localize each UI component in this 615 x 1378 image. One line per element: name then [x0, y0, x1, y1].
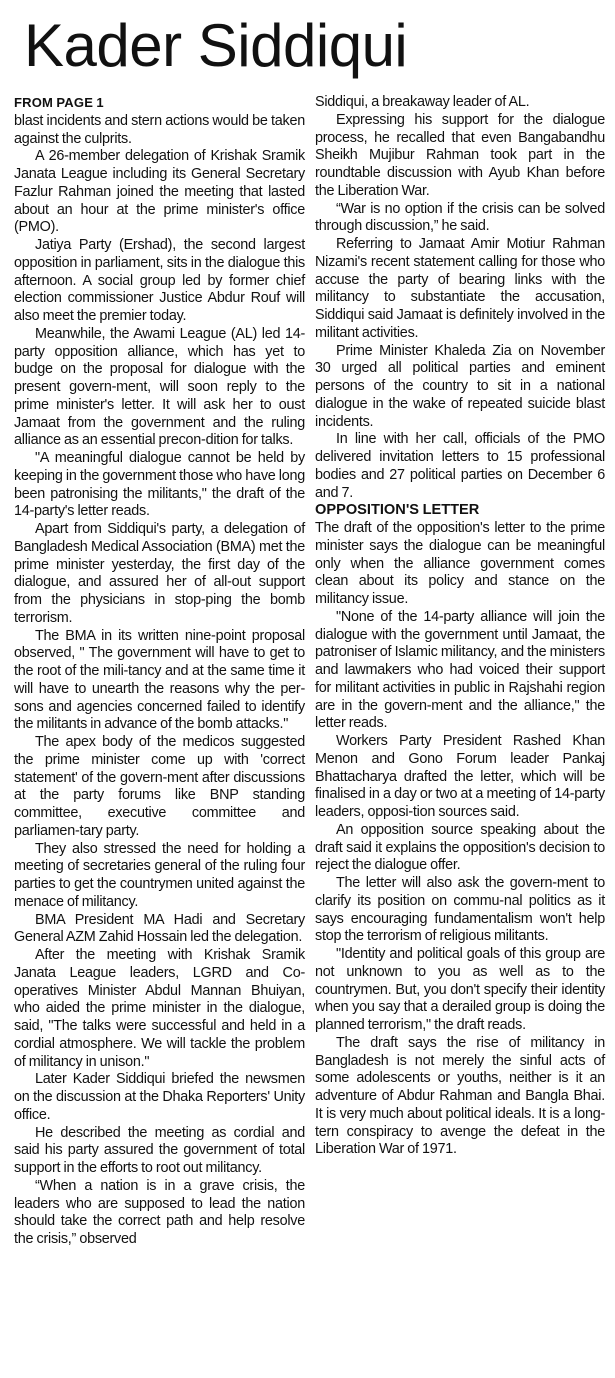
paragraph: “When a nation is in a grave crisis, the leaders who are supposed to lead the nation should take the correct path and help resolve the crisis,” observed — [14, 1177, 305, 1247]
paragraph: The apex body of the medicos suggested the prime minister come up with 'correct statement' of the govern-ment after discussions at the party forums like BNP standing committee, executive committee and parliamen-tary party. — [14, 734, 305, 839]
left-column — [14, 94, 305, 1249]
paragraph: Siddiqui, a breakaway leader of AL. — [315, 94, 530, 110]
section-subhead: OPPOSITION'S LETTER — [315, 502, 480, 519]
paragraph: BMA President MA Hadi and Secretary General AZM Zahid Hossain led the delegation. — [14, 911, 305, 946]
paragraph: He described the meeting as cordial and said his party assured the government of total support in the efforts to root out militancy. — [14, 1124, 305, 1176]
paragraph: After the meeting with Krishak Sramik Janata League leaders, LGRD and Co-operatives Minister Abdul Mannan Bhuiyan, who aided the prime minister in the dialogue, said, "The talks were successful and held in a cordial atmosphere. We will tackle the problem of militancy in unison." — [14, 947, 305, 1070]
paragraph: The letter will also ask the govern-ment to clarify its position on commu-nal politics as it says encouraging fundamentalism won't help stop the terrorism of religious militants. — [315, 875, 605, 945]
paragraph: "A meaningful dialogue cannot be held by keeping in the government those who have long been patronising the militants," the draft of the 14-party's letter reads. — [14, 450, 305, 520]
paragraph: Workers Party President Rashed Khan Menon and Gono Forum leader Pankaj Bhattacharya drafted the letter, which will be finalised in a day or two at a meeting of 14-party leaders, opposi-tion sources said. — [315, 733, 605, 820]
paragraph: The draft says the rise of militancy in Bangladesh is not merely the sinful acts of some adolescents or youths, neither is it an adventure of Abdur Rahman and Bangla Bhai. It is very much about political ideals. It is a long-tern conspiracy to avenge the defeat in the Liberation War of 1971. — [315, 1034, 605, 1158]
headline: Kader Siddiqui — [24, 12, 408, 79]
paragraph: The BMA in its written nine-point proposal observed, " The government will have to get to the root of the mili-tancy and at the same time it will have to unearth the reasons why the per-sons and agencies concerned failed to identify the militants in advance of the bomb attacks." — [14, 627, 305, 733]
paragraph: Meanwhile, the Awami League (AL) led 14-party opposition alliance, which has yet to budge on the proposal for dialogue with the present govern-ment, will soon reply to the prime minister's letter. It will ask her to oust Jamaat from the government and the ruling alliance as an essential precon-dition for talks. — [14, 325, 305, 449]
paragraph: A 26-member delegation of Krishak Sramik Janata League including its General Secretary Fazlur Rahman joined the meeting that lasted about an hour at the prime minister's office (PMO). — [14, 148, 305, 236]
paragraph: Referring to Jamaat Amir Motiur Rahman Nizami's recent statement calling for those who accuse the party of bearing links with the militancy to substantiate the accusation, Siddiqui said Jamaat is definitely involved in the militant activities. — [315, 236, 605, 341]
paragraph: "Identity and political goals of this group are not unknown to you as well as to the countrymen. But, you don't specify their identity when you say that a derailed group is doing the planned terrorism," the draft reads. — [315, 946, 605, 1033]
paragraph: Prime Minister Khaleda Zia on November 30 urged all political parties and eminent persons of the country to sit in a national dialogue in the wake of repeated suicide blast incidents. — [315, 342, 605, 430]
paragraph: The draft of the opposition's letter to the prime minister says the dialogue can be meaningful only when the alliance government comes clean about its policy and stance on the militancy issue. — [315, 520, 605, 607]
paragraph: Jatiya Party (Ershad), the second largest opposition in parliament, sits in the dialogue this afternoon. A social group led by former chief election commissioner Justice Abdur Rouf will also meet the premier today. — [14, 237, 305, 324]
paragraph: “War is no option if the crisis can be solved through discussion,” he said. — [315, 200, 605, 235]
paragraph: They also stressed the need for holding a meeting of secretaries general of the ruling four parties to get the countrymen united against the menace of militancy. — [14, 840, 305, 910]
paragraph: In line with her call, officials of the PMO delivered invitation letters to 15 professional bodies and 27 political parties on December 6 and 7. — [315, 431, 605, 501]
paragraph: "None of the 14-party alliance will join the dialogue with the government until Jamaat, the patroniser of Islamic militancy, and the ministers and lawmakers who had voiced their support for militant activities in public in Rajshahi region are in the govern-ment and the alliance," the letter reads. — [315, 608, 605, 732]
right-column — [315, 94, 605, 1159]
paragraph: Expressing his support for the dialogue process, he recalled that even Bangabandhu Sheikh Mujibur Rahman took part in the roundtable discussion with Ayub Khan before the Liberation War. — [315, 111, 605, 199]
paragraph: Apart from Siddiqui's party, a delegation of Bangladesh Medical Association (BMA) met the prime minister yesterday, the first day of the dialogue, and assured her of all-out support from the physicians in stop-ping the bomb terrorism. — [14, 521, 305, 626]
paragraph: An opposition source speaking about the draft said it explains the opposition's decision to reject the dialogue offer. — [315, 821, 605, 874]
paragraph: Later Kader Siddiqui briefed the newsmen on the discussion at the Dhaka Reporters' Unity office. — [14, 1071, 305, 1123]
paragraph: blast incidents and stern actions would be taken against the culprits. — [14, 112, 305, 147]
source-label: FROM PAGE 1 — [14, 95, 104, 110]
